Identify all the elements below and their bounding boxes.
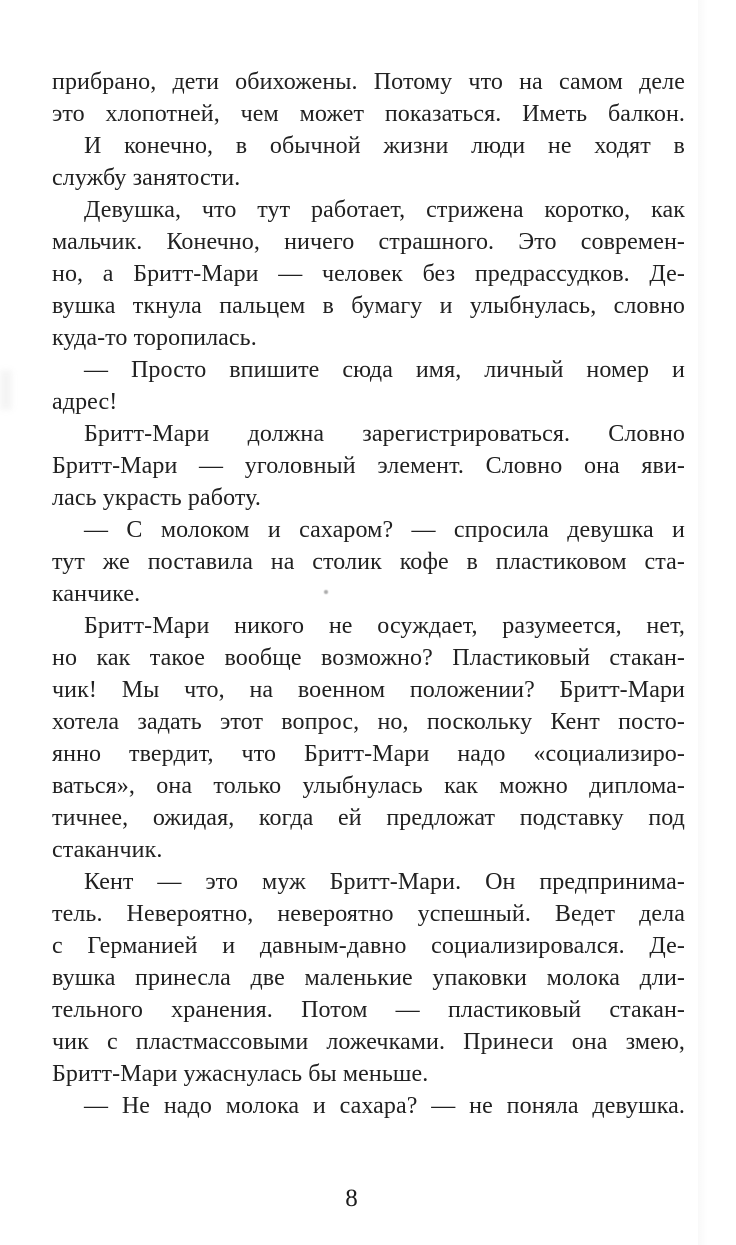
paragraph [52,66,685,130]
text-line: Бритт-Мари должна зарегистрироваться. Словно [84,421,685,447]
scan-edge-band [698,0,708,1245]
text-line: хотела задать этот вопрос, но, поскольку Кент посто- [52,709,685,735]
text-line: службу занятости. [52,165,241,191]
text-line: с Германией и давным-давно социализировался. Де- [52,933,685,959]
text-line: чик! Мы что, на военном положении? Бритт-Мари [52,677,685,703]
text-line: И конечно, в обычной жизни люди не ходят в [84,133,685,159]
text-line: чик с пластмассовыми ложечками. Принеси она змею, [52,1029,685,1055]
text-line: ваться», она только улыбнулась как можно диплома- [52,773,685,799]
text-line: Бритт-Мари — уголовный элемент. Словно она яви- [52,453,685,479]
text-line: прибрано, дети обихожены. Потому что на самом деле [52,69,685,95]
text-line: но как такое вообще возможно? Пластиковый стакан- [52,645,685,671]
text-line: — Не надо молока и сахара? — не поняла девушка. [84,1093,685,1119]
text-line: — С молоком и сахаром? — спросила девушка и [84,517,685,543]
paragraph [52,514,685,610]
paragraph [52,1090,685,1122]
text-line: тельного хранения. Потом — пластиковый стакан- [52,997,685,1023]
text-line: но, а Бритт-Мари — человек без предрассудков. Де- [52,261,685,287]
text-line: тель. Невероятно, невероятно успешный. Ведет дела [52,901,685,927]
text-line: вушка принесла две маленькие упаковки молока дли- [52,965,685,991]
text-line: вушка ткнула пальцем в бумагу и улыбнулась, словно [52,293,685,319]
text-line: тичнее, ожидая, когда ей предложат подставку под [52,805,685,831]
paragraph [52,866,685,1090]
paragraph [52,194,685,354]
page-number: 8 [345,1185,358,1212]
text-line: Кент — это муж Бритт-Мари. Он предпринима- [84,869,685,895]
text-block [52,66,685,1122]
text-line: стаканчик. [52,837,163,863]
text-line: это хлопотней, чем может показаться. Иметь балкон. [52,101,685,127]
scan-speck [324,590,328,594]
paragraph [52,130,685,194]
text-line: канчике. [52,581,141,607]
text-line: Девушка, что тут работает, стрижена коротко, как [84,197,685,223]
text-line: адрес! [52,389,118,415]
scan-smudge [0,370,12,410]
text-line: куда-то торопилась. [52,325,257,351]
text-line: — Просто впишите сюда имя, личный номер и [84,357,685,383]
text-line: янно твердит, что Бритт-Мари надо «социализиро- [52,741,685,767]
text-line: Бритт-Мари ужаснулась бы меньше. [52,1061,429,1087]
text-line: тут же поставила на столик кофе в пластиковом ста- [52,549,685,575]
text-line: лась украсть работу. [52,485,261,511]
text-line: Бритт-Мари никого не осуждает, разумеется, нет, [84,613,685,639]
paragraph [52,354,685,418]
paragraph [52,610,685,866]
text-line: мальчик. Конечно, ничего страшного. Это современ- [52,229,685,255]
paragraph [52,418,685,514]
